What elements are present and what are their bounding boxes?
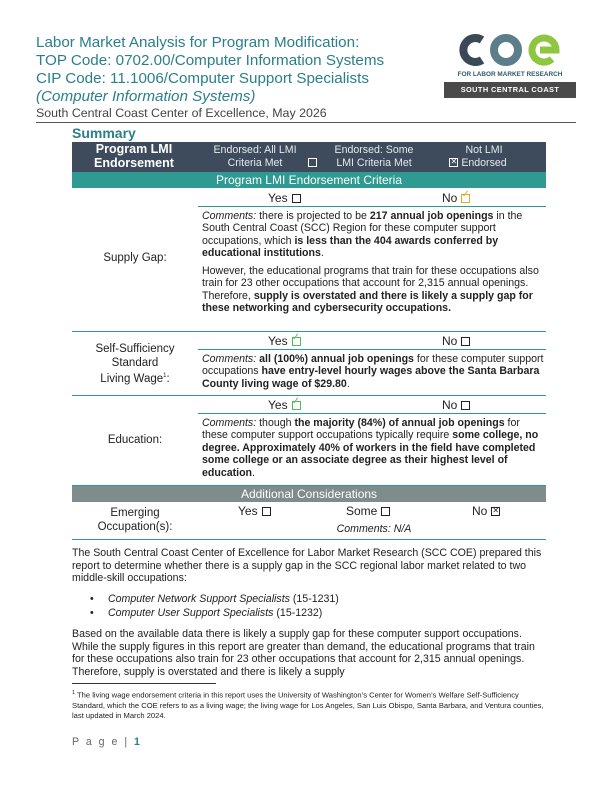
education-yes-checkbox[interactable]: ✓ — [292, 401, 301, 410]
list-item — [90, 592, 530, 606]
education-comment-a: though — [256, 417, 295, 429]
living-wage-yes — [268, 334, 301, 348]
supply-gap-comment-2 — [202, 265, 546, 315]
option-all-line2: Criteria Met — [227, 156, 283, 169]
education-comment — [202, 417, 546, 479]
emerging-label-1: Emerging — [110, 507, 160, 519]
analysis-paragraph: Based on the available data there is likely a supply gap for these computer support occupations. While the supply figures in this report are greater than demand, the educational programs that train for these occupations also train for 23 other occupations that account for 2,315 annual openings. Therefore, supply is overstated and there is likely a supply — [72, 628, 535, 678]
living-wage-comment-c: for these computer support occupations — [202, 353, 544, 378]
emerging-comment: Comments: N/A — [336, 523, 412, 535]
living-wage-no — [442, 334, 470, 348]
summary-heading: Summary — [72, 125, 136, 141]
supply-gap-comment-lead: Comments: — [202, 210, 257, 222]
checkbox-some-criteria[interactable]: ✕ — [450, 157, 458, 166]
supply-gap-divider — [198, 206, 546, 207]
option-some-line2: LMI Criteria Met — [336, 156, 412, 169]
page-number-value: 1 — [134, 736, 142, 748]
living-wage-comment-e: . — [346, 377, 350, 390]
title-line-1: Labor Market Analysis for Program Modification: — [36, 34, 360, 51]
endorsement-label-text: Program LMI Endorsement — [94, 142, 174, 170]
title-line-3: CIP Code: 11.1006/Computer Support Specialists — [36, 70, 369, 87]
additional-considerations-heading: Additional Considerations — [72, 486, 546, 502]
education-comment-d: some college, no degree. Approximately 40% of workers in the field have completed some college or an associate degree as their highest level of education — [202, 429, 539, 479]
education-no-checkbox[interactable] — [461, 401, 470, 410]
title-line-2: TOP Code: 0702.00/Computer Information Systems — [36, 52, 385, 69]
occupation-name: Computer User Support Specialists — [108, 607, 274, 619]
endorsement-label — [72, 143, 196, 170]
living-wage-comment — [202, 353, 546, 390]
living-wage-yes-checkbox[interactable]: ✓ — [292, 337, 301, 346]
education-comment-lead: Comments: — [202, 417, 257, 429]
criterion-education — [72, 396, 546, 486]
supply-gap-comment-1e: . — [320, 247, 324, 260]
education-divider — [198, 413, 546, 414]
logo-region-band: SOUTH CENTRAL COAST — [444, 82, 576, 98]
supply-gap-comment-1d: is less than the 404 awards conferred by educational institutions — [202, 234, 499, 260]
living-wage-no-checkbox[interactable] — [461, 337, 470, 346]
option-some-criteria — [324, 144, 424, 169]
criterion-emerging — [72, 502, 546, 540]
living-wage-comment-d: have entry-level hourly wages above the Santa Barbara County living wage of $29.80 — [202, 365, 540, 390]
living-wage-comment-lead: Comments: — [202, 353, 257, 365]
logo-tagline: FOR LABOR MARKET RESEARCH — [457, 71, 563, 78]
emerging-yes — [238, 504, 271, 518]
education-comment-c: for these computer support occupations typically require — [202, 417, 520, 442]
living-wage-label-3 — [72, 370, 198, 386]
living-wage-yes-text: Yes — [268, 334, 288, 348]
summary-table — [72, 142, 546, 540]
emerging-yes-checkbox[interactable] — [262, 507, 271, 516]
supply-gap-comment-1a: there is projected to be — [256, 210, 370, 222]
education-yes-text: Yes — [268, 398, 288, 412]
education-comment-e: . — [252, 466, 255, 479]
emerging-some-text: Some — [346, 504, 378, 518]
emerging-label-2: Occupation(s): — [97, 520, 173, 533]
footnote-text: The living wage endorsement criteria in this report uses the University of Washington’s Center for Women’s Welfare Self-Sufficiency Standard, which the COE refers to as a living wage; the living wage for Los Angeles, San Luis Obispo, Santa Barbara, and Ventura counties, last updated in March 2024. — [72, 690, 544, 720]
supply-gap-label: Supply Gap: — [103, 252, 167, 264]
report-subtitle: South Central Coast Center of Excellence, May 2026 — [36, 106, 327, 120]
endorsement-row — [72, 142, 546, 172]
occupation-code: (15-1231) — [289, 593, 339, 605]
checkbox-all-criteria[interactable] — [308, 158, 317, 167]
option-some-line1: Endorsed: Some — [334, 144, 414, 156]
emerging-no-text: No — [472, 504, 488, 518]
emerging-yes-text: Yes — [238, 504, 258, 518]
option-not-line1: Not LMI — [465, 144, 503, 156]
education-comment-b: the majority (84%) of annual job openings — [294, 417, 505, 429]
emerging-some — [346, 504, 390, 518]
emerging-label — [72, 507, 198, 534]
footnote-ref: 1 — [163, 373, 167, 379]
living-wage-comment-b: all (100%) annual job openings — [259, 353, 414, 365]
supply-gap-comment-1b: 217 annual job openings — [369, 210, 494, 222]
education-no-text: No — [442, 398, 458, 412]
supply-gap-no — [442, 191, 470, 205]
supply-gap-comment-2a: However, the educational programs that train for these occupations also train for 23 other occupations that account for 2,315 annual openings. Therefore, — [202, 265, 539, 302]
criteria-heading: Program LMI Endorsement Criteria — [72, 172, 546, 188]
criterion-living-wage — [72, 332, 546, 396]
footnote-number: 1 — [72, 690, 76, 696]
coe-logo-mark — [444, 30, 576, 70]
option-all-line1: Endorsed: All LMI — [213, 144, 297, 156]
page-number — [72, 736, 142, 748]
living-wage-label-1: Self-Sufficiency — [95, 343, 175, 355]
education-no — [442, 398, 470, 412]
supply-gap-no-text: No — [442, 191, 458, 205]
footnote — [72, 688, 546, 721]
option-not-endorsed — [444, 144, 524, 169]
occupation-name: Computer Network Support Specialists — [108, 593, 290, 605]
living-wage-divider — [198, 349, 546, 350]
occupation-code: (15-1232) — [273, 607, 323, 619]
intro-paragraph: The South Central Coast Center of Excellence for Labor Market Research (SCC COE) prepared this report to determine whether there is a supply gap in the SCC regional labor market related to two middle-skill occupations: — [72, 547, 542, 585]
supply-gap-comment-1c: in the South Central Coast (SCC) Region for these computer support occupations, which — [202, 210, 523, 247]
education-label: Education: — [107, 434, 163, 446]
supply-gap-no-checkbox[interactable]: ✓ — [461, 194, 470, 203]
header-divider — [36, 122, 576, 123]
living-wage-no-text: No — [442, 334, 458, 348]
option-all-criteria — [200, 144, 310, 169]
checkbox-not-endorsed[interactable] — [565, 158, 574, 167]
living-wage-label-3-text: Living Wage — [100, 372, 164, 385]
living-wage-label-2: Standard — [111, 356, 159, 369]
page-label: P a g e | — [72, 736, 135, 748]
living-wage-label-colon: : — [166, 372, 170, 385]
supply-gap-yes — [268, 191, 301, 205]
education-yes — [268, 398, 301, 412]
occupation-list — [90, 592, 530, 620]
list-item — [90, 606, 530, 620]
living-wage-label — [72, 343, 198, 386]
coe-logo — [444, 30, 576, 100]
title-line-4: (Computer Information Systems) — [36, 88, 256, 105]
supply-gap-comment-1 — [202, 210, 546, 260]
criterion-supply-gap — [72, 188, 546, 332]
footnote-divider — [72, 683, 216, 684]
supply-gap-yes-checkbox[interactable] — [292, 194, 301, 203]
emerging-no — [472, 504, 500, 518]
option-not-line2: Endorsed — [461, 156, 507, 169]
emerging-some-checkbox[interactable] — [381, 507, 390, 516]
supply-gap-yes-text: Yes — [268, 191, 288, 205]
supply-gap-comment-2b: supply is overstated and there is likely a supply gap for these networking and cybersecurity occupations. — [202, 289, 533, 315]
emerging-no-checkbox[interactable]: ✕ — [492, 506, 500, 515]
